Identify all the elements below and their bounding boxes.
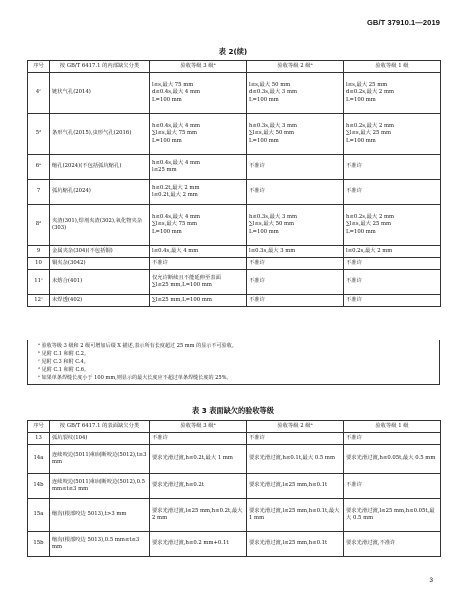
level3-cell: h≤0.2t,最大 2 mm l≤0.2t,最大 2 mm (150, 180, 247, 205)
defect-name: 夹渣(301),焊剂夹渣(302),氧化物夹杂(303) (50, 205, 150, 246)
header-cell: 验收等级 3 级ᵃ (150, 61, 247, 73)
table2-footnotes (27, 340, 440, 385)
level3-cell: 不准许 (150, 433, 247, 445)
defect-name: 条形气孔(2015),虫形气孔(2016) (50, 114, 150, 155)
table-row (28, 499, 441, 532)
level3-cell: 不准许 (150, 258, 247, 270)
header-cell: 序号 (28, 61, 50, 73)
footnote: ᶜ 见附 C.3 和附 C.4。 (38, 359, 89, 366)
table-row (28, 73, 441, 114)
level3-cell: l≤s,最大 75 mm d≤0.4s,最大 4 mm L=100 mm (150, 73, 247, 114)
table-row (28, 445, 441, 474)
row-number: 14b (28, 474, 50, 499)
footnote: ᵈ 见附 C.1 和附 C.6。 (38, 367, 90, 374)
level2-cell: 不准许 (247, 270, 344, 295)
row-number: 14a (28, 445, 50, 474)
level3-cell: l≤0.4s,最大 4 mm (150, 246, 247, 258)
table3-caption: 表 3 表面缺欠的验收等级 (192, 406, 274, 415)
table-row (28, 433, 441, 445)
table-row (28, 155, 441, 180)
row-number: 9 (28, 246, 50, 258)
standard-number: GB/T 37910.1—2019 (367, 18, 440, 27)
header-cell: 按 GB/T 6417.1 的内部缺欠分类 (50, 61, 150, 73)
table2 (27, 60, 441, 307)
row-number: 11ᶜ (28, 270, 50, 295)
table3-header-row (28, 421, 441, 433)
level3-cell: 要求光滑过渡,h≤0.2t,最大 1 mm (150, 445, 247, 474)
table-row (28, 258, 441, 270)
table2-caption: 表 2(续) (218, 47, 248, 56)
row-number: 15a (28, 499, 50, 532)
defect-name: 缩沟(根部咬边 5013),t>3 mm (50, 499, 150, 532)
level3-cell: h≤0.4s,最大 4 mm ∑l≤s,最大 75 mm L=100 mm (150, 114, 247, 155)
level2-cell: 不准许 (247, 433, 344, 445)
level1-cell: 不准许 (344, 270, 441, 295)
table-row (28, 180, 441, 205)
level1-cell: h≤0.2s,最大 2 mm ∑l≤s,最大 25 mm L=100 mm (344, 114, 441, 155)
table-row (28, 246, 441, 258)
header-cell: 序号 (28, 421, 50, 433)
page-number: 3 (429, 577, 433, 584)
level2-cell: h≤0.3s,最大 3 mm ∑l≤s,最大 50 mm L=100 mm (247, 205, 344, 246)
level3-cell: h≤0.4s,最大 4 mm ∑l≤s,最大 75 mm L=100 mm (150, 205, 247, 246)
table2-header-row (28, 61, 441, 73)
level1-cell: 不准许 (344, 433, 441, 445)
row-number: 8ᵈ (28, 205, 50, 246)
row-number: 4ᶜ (28, 73, 50, 114)
defect-name: 弧坑缩孔(2024) (50, 180, 150, 205)
level1-cell: 要求光滑过渡,不准许 (344, 532, 441, 557)
row-number: 5ᵈ (28, 114, 50, 155)
level2-cell: l≤0.3s,最大 3 mm (247, 246, 344, 258)
defect-name: 链状气孔(2014) (50, 73, 150, 114)
row-number: 6ᵉ (28, 155, 50, 180)
level2-cell: 不准许 (247, 258, 344, 270)
footnote: ᵃ 验收等级 3 级和 2 级可增加后缀 X 描述,表示所有长度超过 25 mm 的显示不可验收。 (38, 343, 237, 349)
level2-cell: 不准许 (247, 295, 344, 307)
footnote: ᵉ 如果单条焊缝长度小于 100 mm,则显示的最大长度应不超过单条焊缝长度的 25%。 (38, 375, 232, 382)
header-cell: 验收等级 1 级 (344, 61, 441, 73)
table-row (28, 205, 441, 246)
level1-cell: h≤0.2s,最大 2 mm ∑l≤s,最大 25 mm L=100 mm (344, 205, 441, 246)
level1-cell: 不准许 (344, 258, 441, 270)
row-number: 7 (28, 180, 50, 205)
defect-name: 缩沟(根部咬边 5013),0.5 mm≤t≤3 mm (50, 532, 150, 557)
level3-cell: 要求光滑过渡,h≤0.2t (150, 474, 247, 499)
level2-cell: 要求光滑过渡,l≤25 mm,h≤0.1t (247, 474, 344, 499)
defect-name: 缩孔(2024)(不包括弧坑缩孔) (50, 155, 150, 180)
row-number: 15b (28, 532, 50, 557)
level2-cell: 要求光滑过渡,l≤25 mm,h≤0.1t,最大 1 mm (247, 499, 344, 532)
level1-cell: l≤0.2s,最大 2 mm (344, 246, 441, 258)
defect-name: 金属夹杂(304)(不包括铜) (50, 246, 150, 258)
table-row (28, 114, 441, 155)
level1-cell: 不准许 (344, 295, 441, 307)
level1-cell: l≤s,最大 25 mm d≤0.2s,最大 2 mm L=100 mm (344, 73, 441, 114)
header-cell: 验收等级 1 级 (344, 421, 441, 433)
defect-name: 连续咬边(5011)和间断咬边(5012),0.5 mm≤t≤3 mm (50, 474, 150, 499)
row-number: 10 (28, 258, 50, 270)
level3-cell: ∑l≤25 mm,L=100 mm (150, 295, 247, 307)
level3-cell: 要求光滑过渡,h≤0.2 mm+0.1t (150, 532, 247, 557)
table-row (28, 474, 441, 499)
defect-name: 未熔合(401) (50, 270, 150, 295)
footnote: ᵇ 见附 C.1 和附 C.2。 (38, 351, 90, 358)
level1-cell: 不准许 (344, 474, 441, 499)
header-cell: 验收等级 2 级ᵃ (247, 61, 344, 73)
level2-cell: 要求光滑过渡,l≤25 mm,h≤0.1t (247, 532, 344, 557)
defect-name: 连续咬边(5011)和间断咬边(5012),t≥3 mm (50, 445, 150, 474)
level3-cell: 仅允许断续且不能延伸至表面 ∑l≤25 mm,L=100 mm (150, 270, 247, 295)
level2-cell: l≤s,最大 50 mm d≤0.3s,最大 3 mm L=100 mm (247, 73, 344, 114)
level3-cell: 要求光滑过渡,l≤25 mm,h≤0.2t,最大 2 mm (150, 499, 247, 532)
header-cell: 按 GB/T 6417.1 的表面缺欠分类 (50, 421, 150, 433)
level2-cell: 不准许 (247, 180, 344, 205)
level3-cell: h≤0.4s,最大 4 mm l≤25 mm (150, 155, 247, 180)
level1-cell: 不准许 (344, 155, 441, 180)
level1-cell: 要求光滑过渡,l≤25 mm,h≤0.05t,最大 0.5 mm (344, 499, 441, 532)
level1-cell: 要求光滑过渡,h≤0.05t,最大 0.5 mm (344, 445, 441, 474)
table-row (28, 532, 441, 557)
defect-name: 弧坑裂纹(104) (50, 433, 150, 445)
level2-cell: 不准许 (247, 155, 344, 180)
level1-cell: 不准许 (344, 180, 441, 205)
defect-name: 铜夹杂(3042) (50, 258, 150, 270)
defect-name: 未焊透(402) (50, 295, 150, 307)
table-row (28, 270, 441, 295)
header-cell: 验收等级 2 级ᵃ (247, 421, 344, 433)
table-row (28, 295, 441, 307)
level2-cell: 要求光滑过渡,h≤0.1t,最大 0.5 mm (247, 445, 344, 474)
row-number: 13 (28, 433, 50, 445)
level2-cell: h≤0.3s,最大 3 mm ∑l≤s,最大 50 mm L=100 mm (247, 114, 344, 155)
header-cell: 验收等级 3 级ᵃ (150, 421, 247, 433)
table3 (27, 420, 441, 557)
row-number: 12ᶜ (28, 295, 50, 307)
